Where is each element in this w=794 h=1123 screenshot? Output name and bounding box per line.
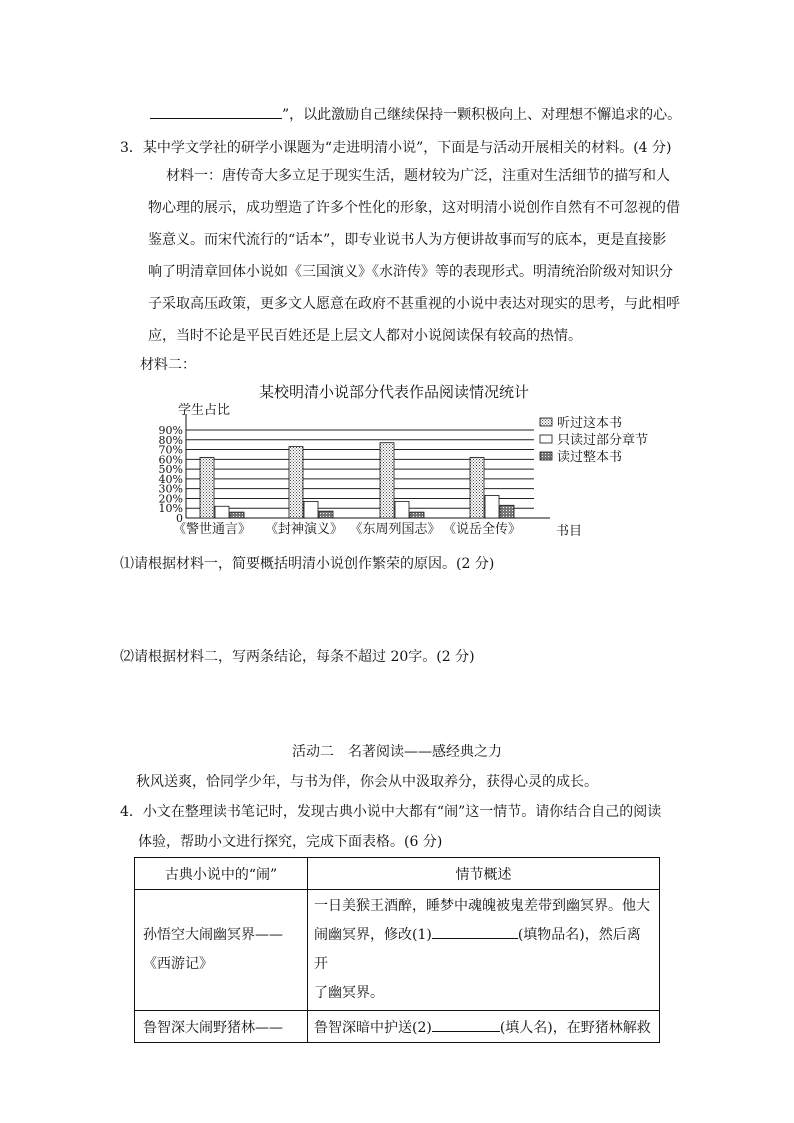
table-header-cell: 古典小说中的“闹” bbox=[135, 858, 308, 890]
novel-episode: 孙悟空大闹幽冥界—— bbox=[143, 927, 283, 943]
continuation-line bbox=[150, 104, 681, 124]
legend-swatch bbox=[540, 435, 552, 443]
continuation-text: ”，以此激励自己继续保持一颗积极向上、对理想不懈追求的心。 bbox=[282, 107, 682, 123]
y-tick-label: 80% bbox=[158, 433, 183, 447]
table-row bbox=[135, 1011, 660, 1043]
material1-line: 响了明清章回体小说如《三国演义》《水浒传》等的表现形式。明清统治阶级对知识分 bbox=[148, 264, 673, 280]
bar-0-1 bbox=[289, 447, 303, 518]
y-tick-label: 50% bbox=[158, 463, 183, 477]
bar-chart-svg bbox=[140, 378, 670, 538]
bar-0-0 bbox=[200, 457, 214, 518]
material1-line: 鉴意义。而宋代流行的“话本”，即专业说书人为方便讲故事而写的底本，更是直接影 bbox=[148, 232, 667, 248]
bar-2-1 bbox=[319, 511, 333, 518]
novel-title: 《西游记》 bbox=[143, 956, 213, 972]
table-cell-left bbox=[135, 890, 308, 1011]
category-label: 《封神演义》 bbox=[264, 522, 344, 537]
q3-stem: 3．某中学文学社的研学小课题为“走进明清小说”，下面是与活动开展相关的材料。(4 分) bbox=[120, 140, 672, 156]
bar-2-3 bbox=[500, 505, 514, 518]
material1-line: 子采取高压政策，更多文人愿意在政府不甚重视的小说中表达对现实的思考，与此相呼 bbox=[148, 296, 680, 312]
material1-line: 应，当时不论是平民百姓还是上层文人都对小说阅读保有较高的热情。 bbox=[148, 328, 582, 344]
bar-1-1 bbox=[304, 501, 318, 518]
table-cell-left bbox=[135, 1011, 308, 1043]
bar-1-3 bbox=[485, 496, 499, 518]
y-tick-label: 60% bbox=[158, 453, 183, 467]
bar-0-2 bbox=[380, 443, 394, 518]
q3-sub1: ⑴请根据材料一，简要概括明清小说创作繁荣的原因。(2 分) bbox=[120, 556, 495, 572]
chart-title: 某校明清小说部分代表作品阅读情况统计 bbox=[258, 383, 530, 401]
table-cell-right bbox=[308, 890, 660, 1011]
category-label: 《东周列国志》 bbox=[349, 522, 441, 537]
table-header-row bbox=[135, 858, 660, 890]
material1-line: 材料一：唐传奇大多立足于现实生活，题材较为广泛，注重对生活细节的描写和人 bbox=[166, 168, 670, 184]
reading-chart bbox=[140, 378, 670, 538]
plot-text: (填人名)，在野猪林解救 bbox=[499, 1019, 651, 1036]
table-header-cell: 情节概述 bbox=[308, 858, 660, 890]
q4-stem-line1: 4．小文在整理读书笔记时，发现古典小说中大都有“闹”这一情节。请你结合自己的阅读 bbox=[120, 804, 662, 820]
answer-blank-2[interactable] bbox=[432, 1017, 500, 1032]
category-label: 《警世通言》 bbox=[172, 522, 252, 537]
y-tick-label: 10% bbox=[158, 502, 183, 516]
activity2-heading: 活动二 名著阅读——感经典之力 bbox=[292, 744, 502, 760]
plot-text: (填物品名)，然后离开 bbox=[314, 927, 641, 972]
legend-label: 只读过部分章节 bbox=[557, 433, 649, 448]
material2-label: 材料二： bbox=[140, 357, 196, 373]
legend-swatch bbox=[540, 418, 552, 426]
table-row bbox=[135, 890, 660, 1011]
bar-0-3 bbox=[470, 457, 484, 518]
plot-line: 一日美猴王酒醉，睡梦中魂魄被鬼差带到幽冥界。他大 bbox=[314, 898, 650, 914]
answer-blank-1[interactable] bbox=[432, 924, 518, 939]
y-tick-label: 30% bbox=[158, 482, 183, 496]
bar-2-2 bbox=[410, 512, 424, 518]
legend-swatch bbox=[540, 452, 552, 460]
activity2-intro: 秋风送爽，恰同学少年，与书为伴，你会从中汲取养分，获得心灵的成长。 bbox=[136, 774, 598, 790]
material1-line: 物心理的展示，成功塑造了许多个性化的形象，这对明清小说创作自然有不可忽视的借 bbox=[148, 200, 680, 216]
bar-2-0 bbox=[230, 512, 244, 518]
y-axis-label: 学生占比 bbox=[178, 403, 231, 418]
table-cell-right bbox=[308, 1011, 660, 1043]
bar-1-2 bbox=[395, 501, 409, 518]
category-label: 《说岳全传》 bbox=[442, 522, 522, 537]
y-tick-label: 40% bbox=[158, 472, 183, 486]
legend-label: 读过整本书 bbox=[557, 450, 623, 465]
plot-line: 了幽冥界。 bbox=[314, 985, 384, 1001]
x-axis-label: 书目 bbox=[556, 524, 583, 538]
y-tick-label: 70% bbox=[158, 443, 183, 457]
q3-sub2: ⑵请根据材料二，写两条结论，每条不超过 20字。(2 分) bbox=[120, 649, 475, 665]
y-tick-label: 0 bbox=[176, 512, 183, 525]
legend-label: 听过这本书 bbox=[557, 416, 623, 431]
novel-episode: 鲁智深大闹野猪林—— bbox=[143, 1019, 283, 1036]
plot-line bbox=[314, 921, 653, 979]
plot-table bbox=[134, 857, 660, 1043]
y-tick-label: 90% bbox=[158, 424, 183, 437]
plot-text: 鲁智深暗中护送(2) bbox=[314, 1019, 432, 1036]
bar-1-0 bbox=[215, 506, 229, 518]
y-tick-label: 20% bbox=[158, 492, 183, 506]
plot-text: 闹幽冥界，修改(1) bbox=[314, 927, 432, 943]
q4-stem-line2: 体验，帮助小文进行探究，完成下面表格。(6 分) bbox=[138, 834, 443, 850]
answer-blank[interactable] bbox=[150, 104, 282, 119]
